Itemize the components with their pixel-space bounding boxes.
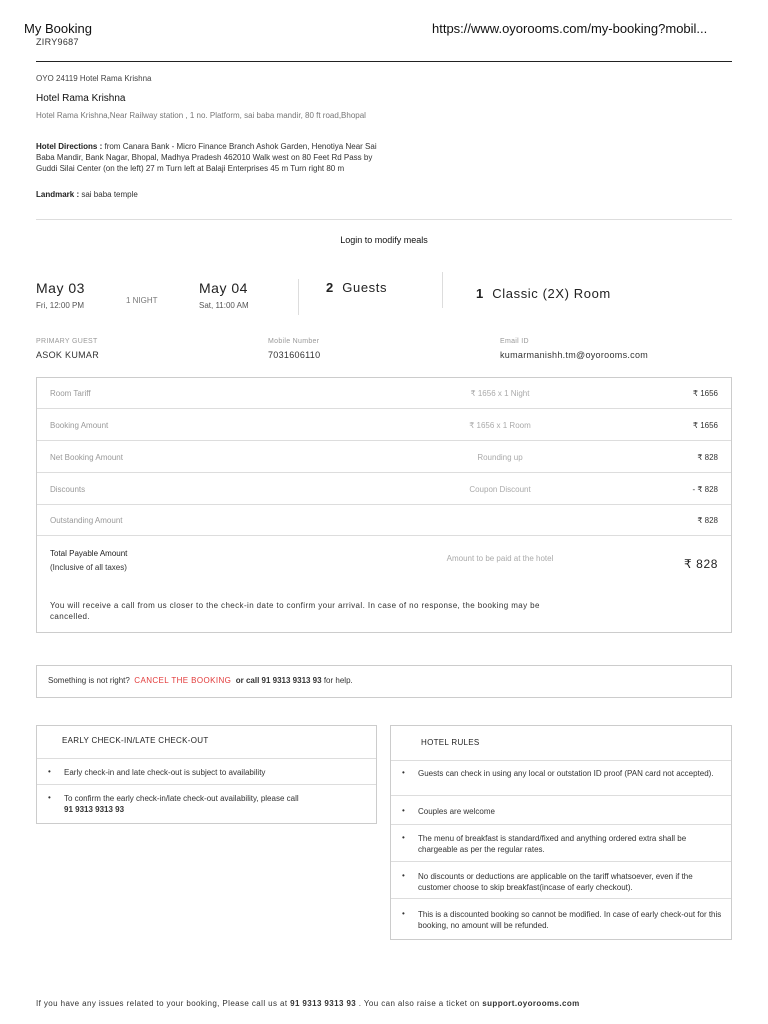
panel-divider bbox=[391, 898, 731, 899]
billing-divider bbox=[37, 535, 731, 536]
early-checkin-phone: 91 9313 9313 93 bbox=[64, 805, 125, 814]
modify-meals-link[interactable]: Login to modify meals bbox=[340, 235, 428, 245]
bullet-icon: • bbox=[402, 806, 405, 815]
billing-divider bbox=[37, 504, 731, 505]
checkin-date: May 03 bbox=[36, 280, 85, 296]
hotel-landmark bbox=[36, 190, 138, 199]
confirmation-note: You will receive a call from us closer to the check-in date to confirm your arrival. In case of no response, the booking may be cancelled. bbox=[50, 601, 540, 621]
early-checkin-title: EARLY CHECK-IN/LATE CHECK-OUT bbox=[62, 736, 209, 745]
panel-divider bbox=[391, 795, 731, 796]
page-title: My Booking bbox=[24, 21, 92, 36]
booking-id: ZIRY9687 bbox=[36, 37, 79, 47]
page-url[interactable]: https://www.oyorooms.com/my-booking?mobil... bbox=[432, 21, 708, 36]
room-tariff-amount: ₹ 1656 bbox=[692, 389, 718, 398]
email-value: kumarmanishh.tm@oyorooms.com bbox=[500, 350, 649, 360]
mobile-label: Mobile Number bbox=[268, 338, 320, 345]
hotel-divider bbox=[36, 219, 732, 220]
bullet-icon: • bbox=[48, 793, 51, 802]
billing-box bbox=[36, 377, 732, 633]
hotel-landmark-text: sai baba temple bbox=[81, 190, 138, 199]
discounts-label: Discounts bbox=[50, 485, 86, 494]
footer-middle: . You can also raise a ticket on bbox=[358, 999, 480, 1008]
hotel-rule-item: This is a discounted booking so cannot be modified. In case of early check-out for this booking, no amount will be refunded. bbox=[418, 910, 722, 930]
discounts-detail: Coupon Discount bbox=[469, 485, 531, 494]
footer-help bbox=[36, 999, 580, 1008]
hotel-rule-item: The menu of breakfast is standard/fixed and anything ordered extra shall be chargeable as per the regular rates. bbox=[418, 834, 687, 854]
guests-label: Guests bbox=[342, 280, 388, 295]
hotel-directions bbox=[36, 141, 386, 174]
net-booking-amount: ₹ 828 bbox=[697, 453, 718, 462]
hotel-rule-item: Guests can check in using any local or outstation ID proof (PAN card not accepted). bbox=[418, 769, 714, 778]
hotel-directions-text: from Canara Bank - Micro Finance Branch Ashok Garden, Henotiya Near Sai Baba Mandir, Bank Nagar, Bhopal, Madhya Pradesh 462010 Walk west on 80 Feet Rd Pass by Guddi Silai Center (on the left) 27 m Turn left at Balaji Enterprises 45 m Turn right 80 m bbox=[36, 142, 377, 173]
room-summary bbox=[476, 286, 611, 301]
email-label: Email ID bbox=[500, 338, 529, 345]
footer-prefix: If you have any issues related to your booking, Please call us at bbox=[36, 999, 288, 1008]
help-suffix: for help. bbox=[323, 676, 353, 685]
header-divider bbox=[36, 61, 732, 62]
discounts-amount: - ₹ 828 bbox=[692, 485, 718, 494]
checkout-date: May 04 bbox=[199, 280, 248, 296]
outstanding-label: Outstanding Amount bbox=[50, 516, 123, 525]
help-text bbox=[48, 676, 353, 685]
total-payable-amount: ₹ 828 bbox=[684, 557, 718, 571]
nights-count: 1 NIGHT bbox=[126, 296, 158, 305]
bullet-icon: • bbox=[402, 768, 405, 777]
panel-divider bbox=[391, 824, 731, 825]
guests-summary bbox=[326, 280, 387, 295]
panel-divider bbox=[37, 784, 376, 785]
hotel-landmark-label: Landmark : bbox=[36, 190, 80, 199]
hotel-directions-label: Hotel Directions : bbox=[36, 142, 103, 151]
primary-guest-label: PRIMARY GUEST bbox=[36, 338, 98, 345]
booking-amount-label: Booking Amount bbox=[50, 421, 109, 430]
bullet-icon: • bbox=[48, 767, 51, 776]
hotel-address: Hotel Rama Krishna,Near Railway station , 1 no. Platform, sai baba mandir, 80 ft road,Bhopal bbox=[36, 111, 366, 120]
billing-divider bbox=[37, 472, 731, 473]
bullet-icon: • bbox=[402, 833, 405, 842]
hotel-rule-item: No discounts or deductions are applicable on the tariff whatsoever, even if the customer choose to skip breakfast(incase of early checkout). bbox=[418, 872, 693, 892]
room-type: Classic (2X) Room bbox=[492, 286, 611, 301]
total-payable-sub: (Inclusive of all taxes) bbox=[50, 563, 127, 572]
stay-divider-2 bbox=[442, 272, 443, 308]
cancel-booking-link[interactable]: CANCEL THE BOOKING bbox=[134, 676, 232, 685]
bullet-icon: • bbox=[402, 871, 405, 880]
early-checkin-item bbox=[64, 793, 364, 815]
footer-support-link[interactable]: support.oyorooms.com bbox=[482, 999, 580, 1008]
hotel-rules-title: HOTEL RULES bbox=[421, 738, 480, 747]
guests-count: 2 bbox=[326, 280, 334, 295]
rooms-count: 1 bbox=[476, 286, 484, 301]
primary-guest-value: ASOK KUMAR bbox=[36, 350, 100, 360]
hotel-rule-item: Couples are welcome bbox=[418, 807, 495, 816]
total-payable-detail: Amount to be paid at the hotel bbox=[446, 554, 554, 563]
total-payable-label: Total Payable Amount bbox=[50, 549, 128, 558]
hotel-code: OYO 24119 Hotel Rama Krishna bbox=[36, 74, 152, 83]
mobile-value: 7031606110 bbox=[268, 350, 321, 360]
billing-divider bbox=[37, 440, 731, 441]
hotel-name: Hotel Rama Krishna bbox=[36, 93, 126, 104]
panel-divider bbox=[391, 861, 731, 862]
net-booking-detail: Rounding up bbox=[477, 453, 523, 462]
checkout-time: Sat, 11:00 AM bbox=[199, 301, 249, 310]
billing-divider bbox=[37, 408, 731, 409]
help-prefix: Something is not right? bbox=[48, 676, 130, 685]
net-booking-label: Net Booking Amount bbox=[50, 453, 123, 462]
room-tariff-detail: ₹ 1656 x 1 Night bbox=[470, 389, 530, 398]
early-checkin-item: Early check-in and late check-out is subject to availability bbox=[64, 768, 266, 777]
bullet-icon: • bbox=[402, 909, 405, 918]
help-phone: or call 91 9313 9313 93 bbox=[235, 676, 322, 685]
stay-divider-1 bbox=[298, 279, 299, 315]
panel-divider bbox=[391, 760, 731, 761]
footer-phone: 91 9313 9313 93 bbox=[290, 999, 357, 1008]
panel-divider bbox=[37, 758, 376, 759]
room-tariff-label: Room Tariff bbox=[50, 389, 91, 398]
booking-amount-value: ₹ 1656 bbox=[692, 421, 718, 430]
early-checkin-item-text: To confirm the early check-in/late check-out availability, please call bbox=[64, 794, 299, 803]
booking-amount-detail: ₹ 1656 x 1 Room bbox=[469, 421, 531, 430]
outstanding-amount: ₹ 828 bbox=[697, 516, 718, 525]
checkin-time: Fri, 12:00 PM bbox=[36, 301, 85, 310]
